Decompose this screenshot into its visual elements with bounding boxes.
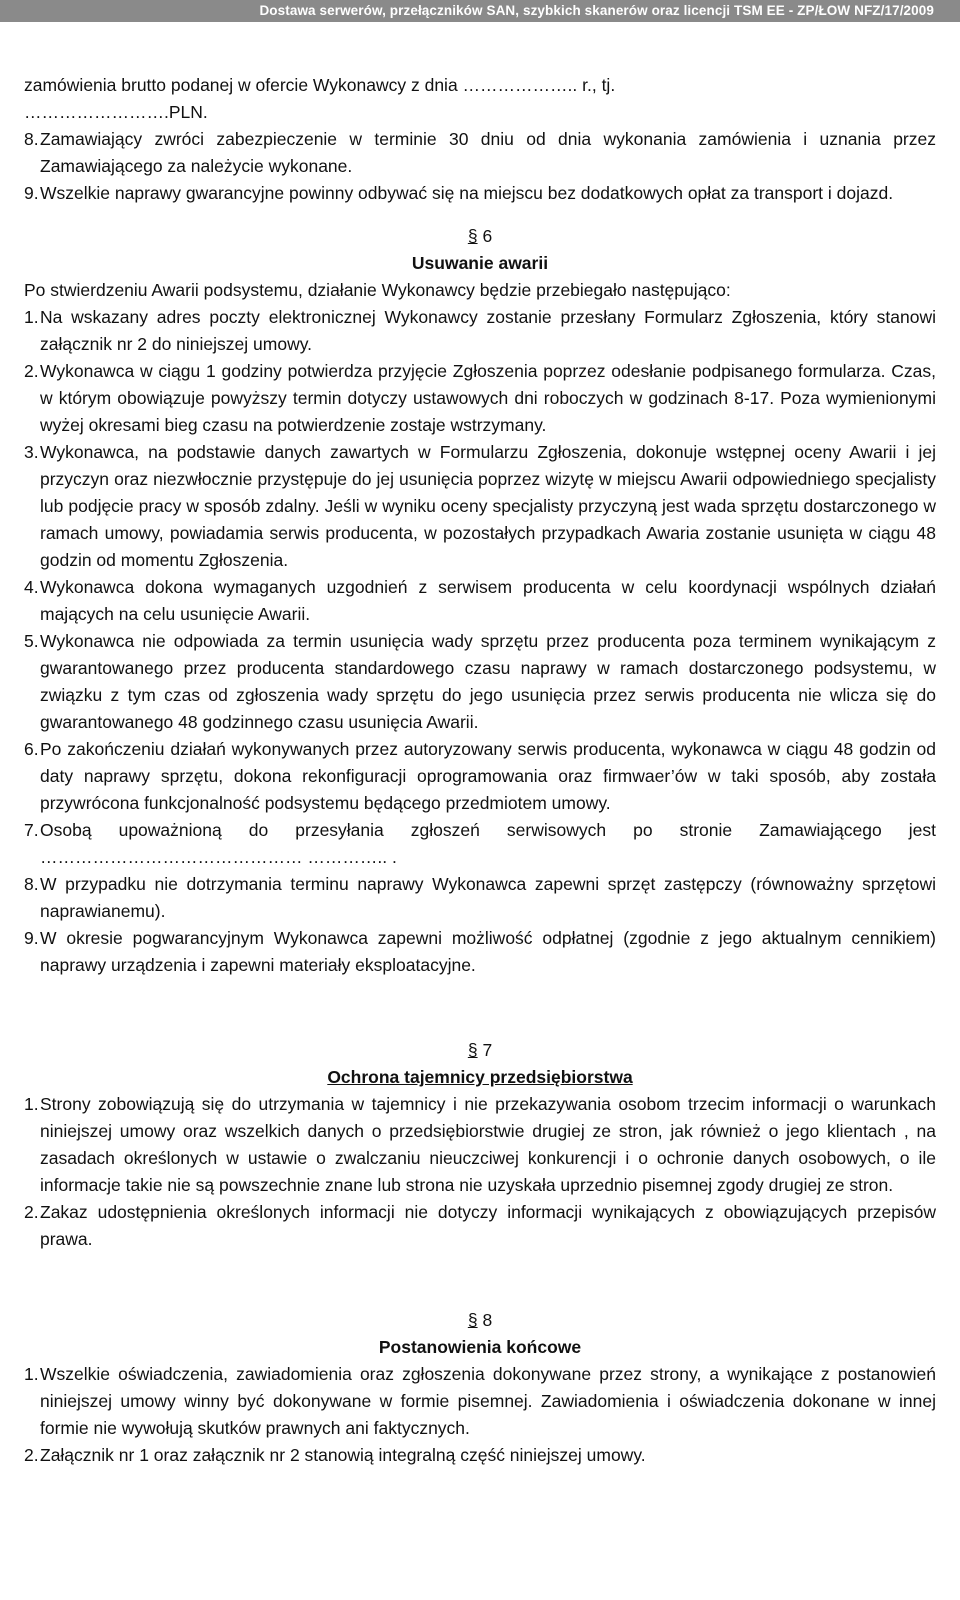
item-number: 3. bbox=[24, 442, 39, 462]
paragraph-sign: § bbox=[467, 1040, 478, 1060]
item-text: Wykonawca w ciągu 1 godziny potwierdza przyjęcie Zgłoszenia poprzez odesłanie podpisanego formularza. Czas, w którym obowiązuje powyższy termin dotyczy ustawowych dni roboczych w godzinach 8-17. Poza wymienionymi wyżej okresami bieg czasu na potwierdzenie zostaje wstrzymany. bbox=[40, 361, 936, 435]
item-number: 2. bbox=[24, 1202, 39, 1222]
item-number: 9. bbox=[24, 183, 39, 203]
item-text: Strony zobowiązują się do utrzymania w tajemnicy i nie przekazywania osobom trzecim informacji o warunkach niniejszej umowy oraz wszelkich danych o przedsiębiorstwie drugiej ze stron, jak również o jego klientach , na zasadach określonych w ustawie o zwalczaniu nieuczciwej konkurencji i o ochronie danych osobowych, o ile informacje takie nie są powszechnie znane lub strona nie uzyskała uprzednio pisemnej zgody drugiej ze stron. bbox=[40, 1094, 936, 1195]
list-item bbox=[24, 1199, 936, 1253]
item-number: 1. bbox=[24, 1364, 39, 1384]
item-text: Po zakończeniu działań wykonywanych przez autoryzowany serwis producenta, wykonawca w ciągu 48 godzin od daty naprawy sprzętu, dokona rekonfiguracji oprogramowania oraz firmwaer’ów w taki sposób, aby została przywrócona funkcjonalność podsystemu będącego przedmiotem umowy. bbox=[40, 739, 936, 813]
item-text: Załącznik nr 1 oraz załącznik nr 2 stanowią integralną część niniejszej umowy. bbox=[40, 1445, 646, 1465]
item-number: 2. bbox=[24, 1445, 39, 1465]
item-number: 7. bbox=[24, 820, 39, 840]
section-7-number bbox=[24, 1037, 936, 1064]
list-item bbox=[24, 1091, 936, 1199]
document-body bbox=[0, 22, 960, 1469]
item-number: 2. bbox=[24, 361, 39, 381]
item-number: 1. bbox=[24, 307, 39, 327]
item-text: Osobą upoważnioną do przesyłania zgłoszeń serwisowych po stronie Zamawiającego jest ……………………………………… ………….. . bbox=[40, 820, 936, 867]
item-number: 9. bbox=[24, 928, 39, 948]
item-number: 6. bbox=[24, 739, 39, 759]
list-item bbox=[24, 628, 936, 736]
section-7-title: Ochrona tajemnicy przedsiębiorstwa bbox=[327, 1067, 633, 1087]
item-number: 5. bbox=[24, 631, 39, 651]
list-item bbox=[24, 736, 936, 817]
item-text: Wszelkie naprawy gwarancyjne powinny odbywać się na miejscu bez dodatkowych opłat za transport i dojazd. bbox=[40, 183, 894, 203]
section-6-number bbox=[24, 223, 936, 250]
intro-line-1: zamówienia brutto podanej w ofercie Wykonawcy z dnia ……………….. r., tj. bbox=[24, 75, 616, 95]
section-6-title: Usuwanie awarii bbox=[411, 253, 549, 273]
item-text: Zamawiający zwróci zabezpieczenie w terminie 30 dniu od dnia wykonania zamówienia i uznania przez Zamawiającego za należycie wykonane. bbox=[40, 129, 936, 176]
item-text: W okresie pogwarancyjnym Wykonawca zapewni możliwość odpłatnej (zgodnie z jego aktualnym cennikiem) naprawy urządzenia i zapewni materiały eksploatacyjne. bbox=[40, 928, 936, 975]
list-item bbox=[24, 439, 936, 574]
intro-line-2: …………………….PLN. bbox=[24, 102, 208, 122]
item-number: 4. bbox=[24, 577, 39, 597]
section-number: 8 bbox=[482, 1310, 493, 1330]
list-item bbox=[24, 871, 936, 925]
paragraph-sign: § bbox=[467, 1310, 478, 1330]
item-text: Wykonawca nie odpowiada za termin usunięcia wady sprzętu przez producenta poza terminem wynikającym z gwarantowanego przez producenta standardowego czasu naprawy w ramach dostarczonego podsystemu, w związku z tym czas od zgłoszenia wady sprzętu do jego usunięcia przez serwis producenta nie wlicza się do gwarantowanego 48 godzinnego czasu usunięcia Awarii. bbox=[40, 631, 936, 732]
item-text: Wszelkie oświadczenia, zawiadomienia oraz zgłoszenia dokonywane przez strony, a wynikające z postanowień niniejszej umowy winny być dokonywane w formie pisemnej. Zawiadomienia i oświadczenia dokonane w innej formie nie wywołują skutków prawnych ani faktycznych. bbox=[40, 1364, 936, 1438]
section-8-number bbox=[24, 1307, 936, 1334]
section-number: 6 bbox=[482, 226, 493, 246]
list-item bbox=[24, 358, 936, 439]
item-text: Wykonawca, na podstawie danych zawartych w Formularzu Zgłoszenia, dokonuje wstępnej oceny Awarii i jej przyczyn oraz niezwłocznie przystępuje do jej usunięcia poprzez wizytę w miejscu Awarii odpowiedniego specjalisty lub podjęcie pracy w sposób zdalny. Jeśli w wyniku oceny specjalisty przyczyną jest wada sprzętu dostarczonego w ramach umowy, powiadamia serwis producenta, w pozostałych przypadkach Awaria zostanie usunięta w ciągu 48 godzin od momentu Zgłoszenia. bbox=[40, 442, 936, 570]
item-text: W przypadku nie dotrzymania terminu naprawy Wykonawca zapewni sprzęt zastępczy (równoważny sprzętowi naprawianemu). bbox=[40, 874, 936, 921]
list-item bbox=[24, 925, 936, 979]
list-item bbox=[24, 126, 936, 180]
item-number: 8. bbox=[24, 129, 39, 149]
section-number: 7 bbox=[482, 1040, 493, 1060]
list-item bbox=[24, 1442, 936, 1469]
list-item bbox=[24, 1361, 936, 1442]
section-6-lead: Po stwierdzeniu Awarii podsystemu, działanie Wykonawcy będzie przebiegało następująco: bbox=[24, 280, 731, 300]
item-text: Na wskazany adres poczty elektronicznej Wykonawcy zostanie przesłany Formularz Zgłoszenia, który stanowi załącznik nr 2 do niniejszej umowy. bbox=[40, 307, 936, 354]
section-8-title: Postanowienia końcowe bbox=[378, 1337, 582, 1357]
list-item bbox=[24, 304, 936, 358]
page-header: Dostawa serwerów, przełączników SAN, szybkich skanerów oraz licencji TSM EE - ZP/ŁOW NFZ/17/2009 bbox=[0, 0, 960, 22]
item-number: 8. bbox=[24, 874, 39, 894]
item-text: Zakaz udostępnienia określonych informacji nie dotyczy informacji wynikających z obowiązujących przepisów prawa. bbox=[40, 1202, 936, 1249]
list-item bbox=[24, 574, 936, 628]
paragraph-sign: § bbox=[467, 226, 478, 246]
list-item bbox=[24, 180, 936, 207]
item-number: 1. bbox=[24, 1094, 39, 1114]
list-item bbox=[24, 817, 936, 871]
item-text: Wykonawca dokona wymaganych uzgodnień z serwisem producenta w celu koordynacji wspólnych działań mających na celu usunięcie Awarii. bbox=[40, 577, 936, 624]
